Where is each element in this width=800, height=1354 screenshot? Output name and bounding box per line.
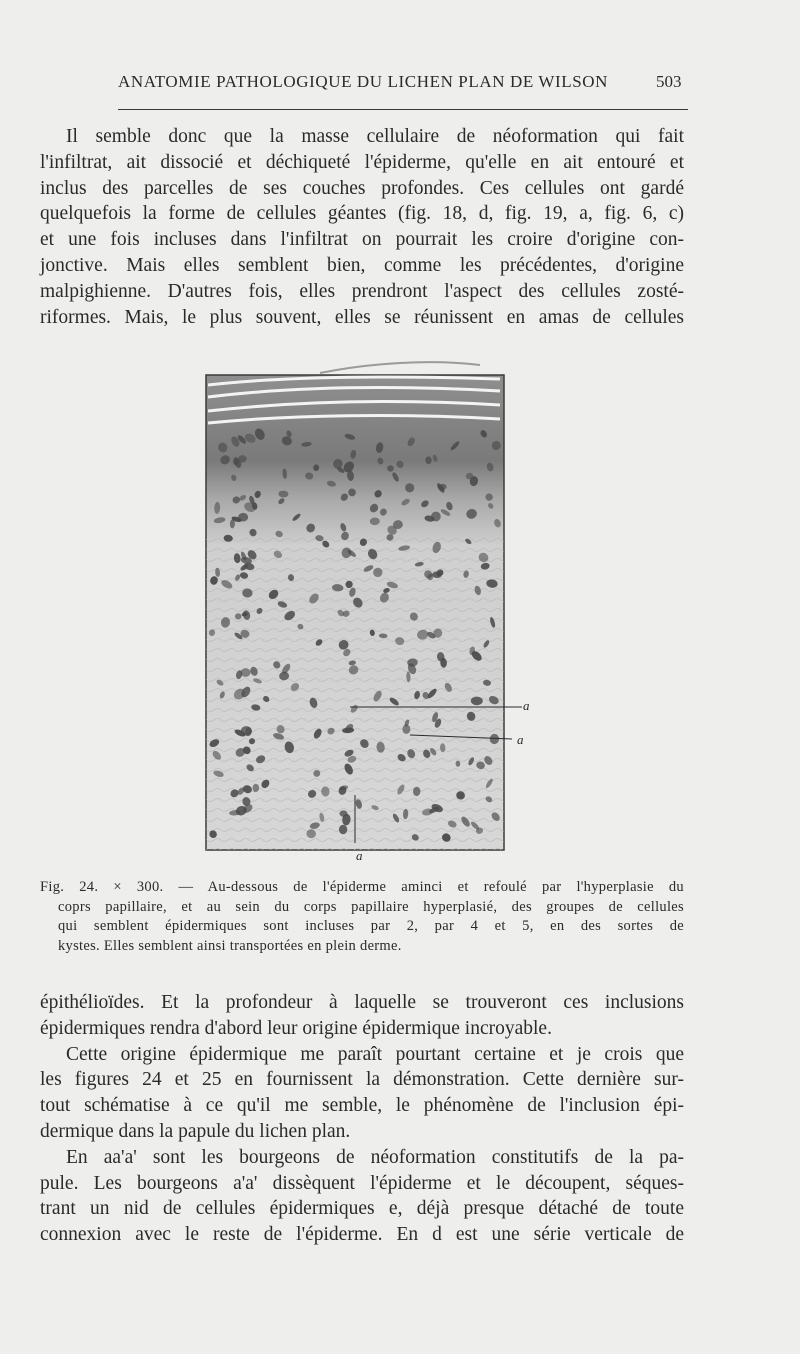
figure-label-a: a	[517, 732, 524, 747]
page-number: 503	[656, 72, 682, 91]
paragraph-bottom	[40, 990, 684, 1248]
running-title: ANATOMIE PATHOLOGIQUE DU LICHEN PLAN DE WILSON	[118, 72, 609, 91]
text-line: dermique dans la papule du lichen plan.	[40, 1120, 351, 1142]
figure-label-a: a	[523, 698, 530, 713]
text-line: connexion avec le reste de l'épiderme. En d est une série verticale de	[40, 1224, 684, 1246]
cell-nucleus	[339, 825, 347, 834]
caption-line: qui semblent épidermiques sont incluses par 2, par 4 et 5, en des sortes de	[58, 918, 684, 934]
text-line: Il semble donc que la masse cellulaire de néoformation qui fait	[66, 126, 684, 147]
text-line: quelquefois la forme de cellules géantes (fig. 18, d, fig. 19, a, fig. 6, c)	[40, 203, 684, 225]
text-line: et une fois incluses dans l'infiltrat on pourrait les croire d'origine con-	[40, 229, 684, 251]
text-line: En aa'a' sont les bourgeons de néoformation constitutifs de la pa-	[66, 1146, 684, 1168]
text-line: l'infiltrat, ait dissocié et déchiqueté l'épiderme, qu'elle en ait entouré et	[40, 151, 684, 173]
text-line: trant un nid de cellules épidermiques e, déjà presque détaché de toute	[40, 1198, 684, 1220]
text-line: épidermiques rendra d'abord leur origine épidermique incroyable.	[40, 1017, 552, 1039]
caption-line: coprs papillaire, et au sein du corps papillaire hyperplasié, des groupes de cellules	[58, 898, 684, 915]
header-rule	[118, 109, 688, 110]
paragraph-top	[40, 124, 684, 330]
text-line: inclus des parcelles de ses couches profondes. Ces cellules ont gardé	[40, 177, 684, 199]
text-line: épithélioïdes. Et la profondeur à laquelle se trouveront ces inclusions	[40, 992, 684, 1013]
text-line: Cette origine épidermique me paraît pourtant certaine et je crois que	[66, 1043, 684, 1065]
figure-label-a: a	[356, 848, 363, 863]
text-line: tout schématise à ce qu'il me semble, le phénomène de l'inclusion épi-	[40, 1095, 684, 1117]
text-line: malpighienne. D'autres fois, elles prendront l'aspect des cellules zosté-	[40, 280, 684, 302]
running-head	[0, 68, 800, 98]
text-line: pule. Les bourgeons a'a' dissèquent l'épiderme et le découpent, séques-	[40, 1172, 684, 1194]
text-line: les figures 24 et 25 en fournissent la démonstration. Cette dernière sur-	[40, 1069, 684, 1091]
caption-line: kystes. Elles semblent ainsi transportées en plein derme.	[58, 937, 402, 954]
caption-line: Fig. 24. × 300. — Au-dessous de l'épiderme aminci et refoulé par l'hyperplasie du	[40, 879, 684, 895]
cell-nucleus	[425, 456, 431, 464]
histology-figure	[200, 355, 536, 875]
figure-caption	[40, 878, 684, 956]
text-line: jonctive. Mais elles semblent bien, comme les précédentes, d'origine	[40, 254, 684, 276]
text-line: riformes. Mais, le plus souvent, elles se réunissent en amas de cellules	[40, 306, 684, 328]
cell-nucleus	[238, 513, 248, 522]
